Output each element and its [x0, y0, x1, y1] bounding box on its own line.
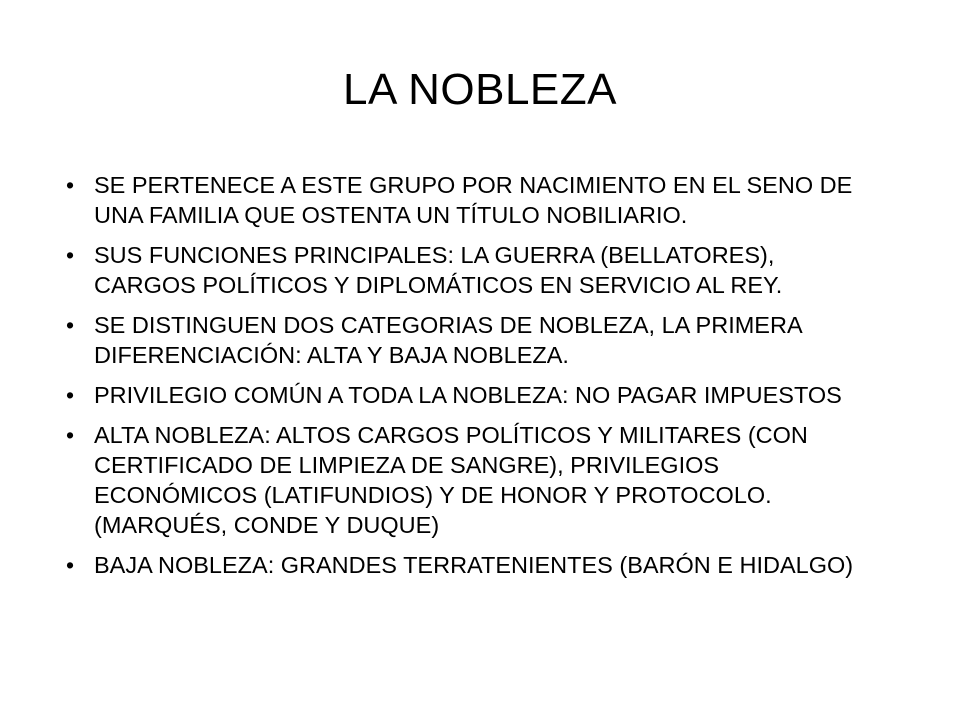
bullet-icon: • [66, 172, 75, 198]
bullet-text: ALTA NOBLEZA: ALTOS CARGOS POLÍTICOS Y MILITARES (CON CERTIFICADO DE LIMPIEZA DE SANGRE), PRIVILEGIOS ECONÓMICOS (LATIFUNDIOS) Y DE HONOR Y PROTOCOLO. (MARQUÉS, CONDE Y DUQUE) [94, 422, 808, 538]
slide-title: LA NOBLEZA [342, 65, 617, 114]
bullet-text: PRIVILEGIO COMÚN A TODA LA NOBLEZA: NO PAGAR IMPUESTOS [94, 382, 842, 408]
bullet-item [66, 420, 866, 540]
bullet-text: BAJA NOBLEZA: GRANDES TERRATENIENTES (BARÓN E HIDALGO) [94, 552, 854, 578]
bullet-item [66, 170, 866, 230]
bullet-item [66, 310, 866, 370]
bullet-text: SE DISTINGUEN DOS CATEGORIAS DE NOBLEZA, LA PRIMERA DIFERENCIACIÓN: ALTA Y BAJA NOBLEZA. [94, 312, 802, 368]
bullet-text: SE PERTENECE A ESTE GRUPO POR NACIMIENTO EN EL SENO DE UNA FAMILIA QUE OSTENTA UN TÍTULO NOBILIARIO. [94, 172, 853, 228]
bullet-text: SUS FUNCIONES PRINCIPALES: LA GUERRA (BELLATORES), CARGOS POLÍTICOS Y DIPLOMÁTICOS EN SERVICIO AL REY. [94, 242, 783, 298]
bullet-item [66, 550, 866, 580]
bullet-icon: • [66, 312, 75, 338]
bullet-item [66, 380, 866, 410]
bullet-icon: • [66, 242, 75, 268]
bullet-item [66, 240, 866, 300]
bullet-icon: • [66, 552, 75, 578]
bullet-list [66, 170, 866, 590]
bullet-icon: • [66, 382, 75, 408]
bullet-icon: • [66, 422, 75, 448]
